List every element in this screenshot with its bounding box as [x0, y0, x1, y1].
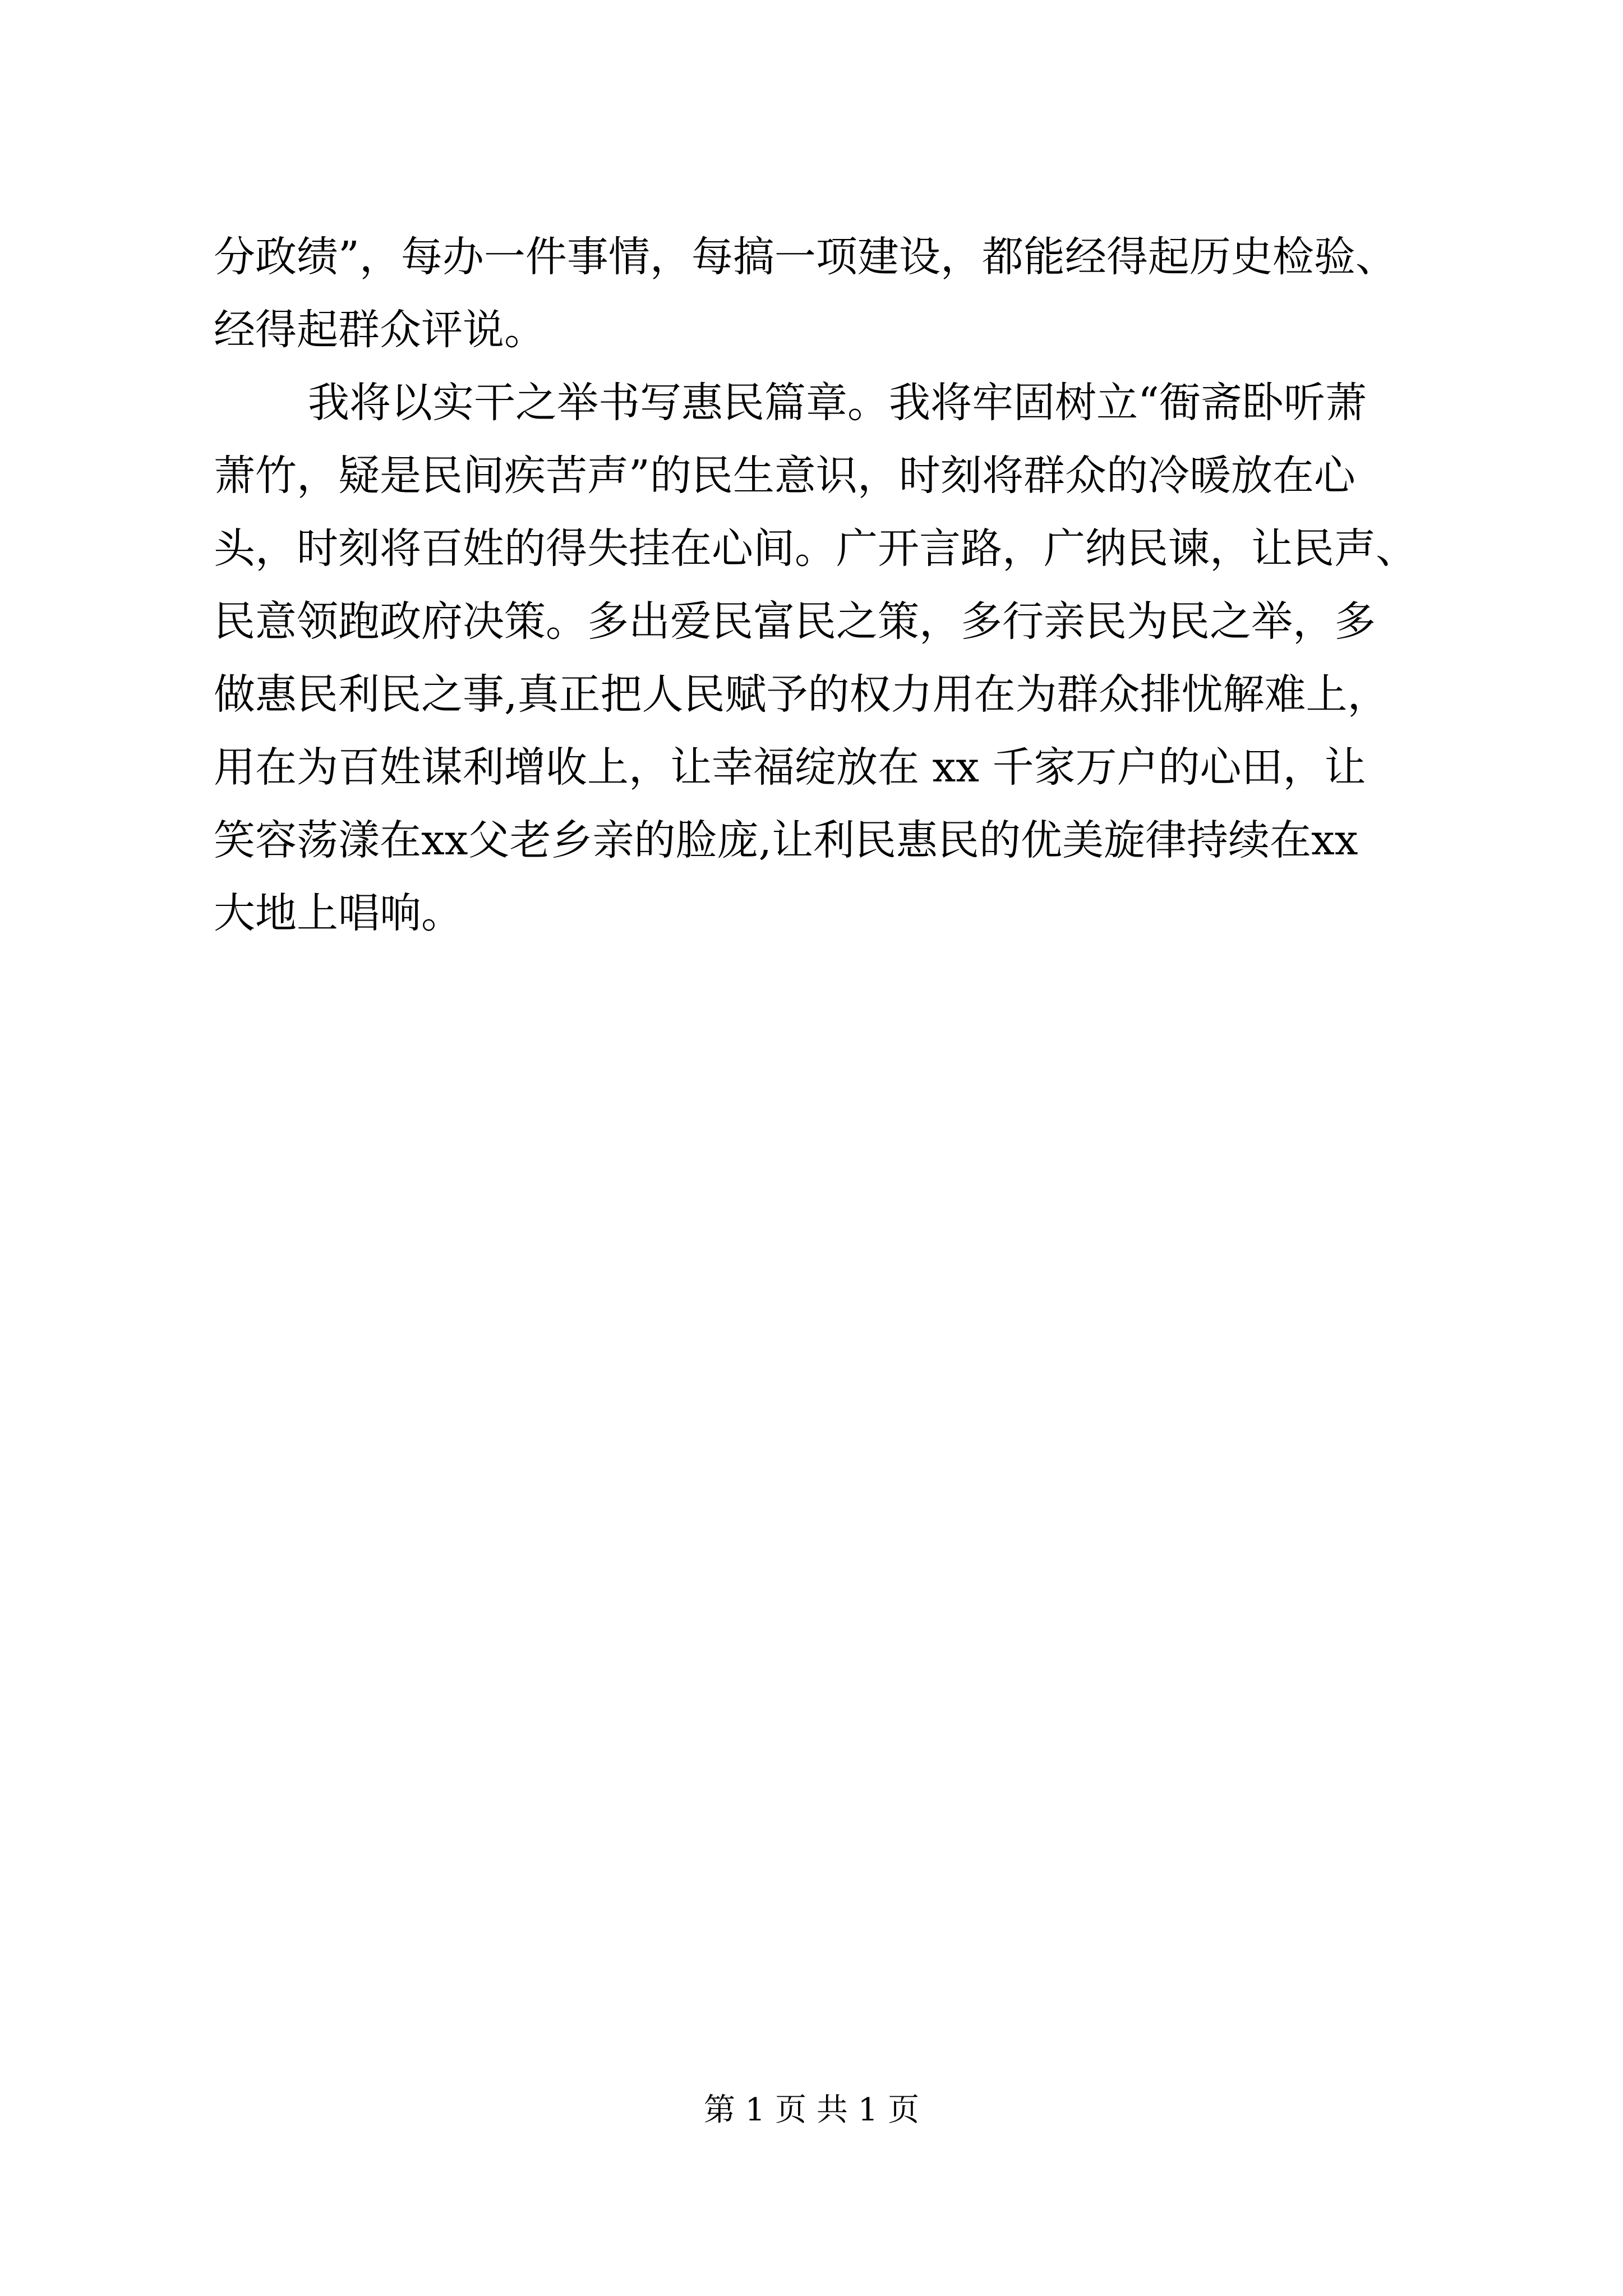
text-line: 笑容荡漾在xx父老乡亲的脸庞,让利民惠民的优美旋律持续在xx	[214, 816, 1358, 864]
text-line: 头，时刻将百姓的得失挂在心间。广开言路，广纳民谏，让民声、	[214, 524, 1417, 573]
text-line: 分政绩”，每办一件事情，每搞一项建设，都能经得起历史检验、	[214, 233, 1397, 281]
text-line: 萧竹，疑是民间疾苦声”的民生意识，时刻将群众的冷暖放在心	[214, 452, 1355, 500]
page-footer: 第 1 页 共 1 页	[703, 2092, 920, 2128]
paragraph-start-line: 我将以实干之举书写惠民篇章。我将牢固树立“衙斋卧听萧	[308, 379, 1367, 427]
text-line: 民意领跑政府决策。多出爱民富民之策，多行亲民为民之举，多	[214, 597, 1376, 646]
text-line: 经得起群众评说。	[214, 306, 546, 354]
text-line: 做惠民利民之事,真正把人民赋予的权力用在为群众排忧解难上，	[214, 670, 1389, 719]
text-line: 大地上唱响。	[214, 889, 463, 937]
text-line: 用在为百姓谋利增收上，让幸福绽放在 xx 千家万户的心田，让	[214, 743, 1366, 792]
